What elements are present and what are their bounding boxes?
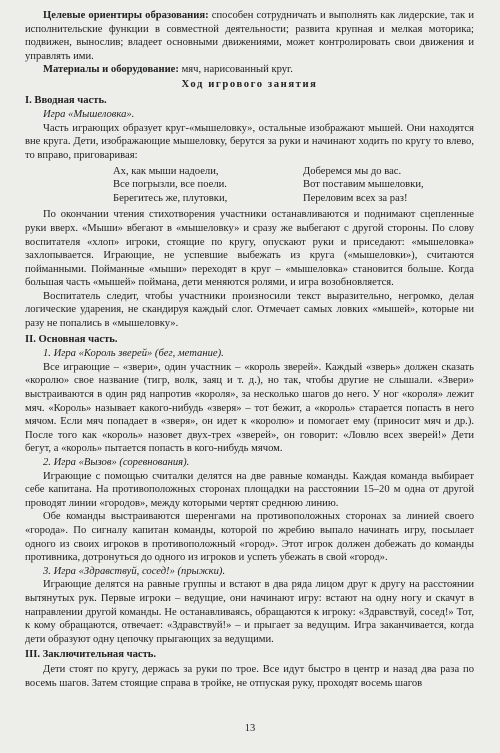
section-heading-main: II. Основная часть. bbox=[25, 333, 118, 345]
goals-text: способен сотрудничать и выполнять как лидерские, так и исполнительские функции в совместной деятельности; развита крупная и мелкая моторика; подвижен, вынослив; владеет основными движениями, может контролировать свои движения и управлять ими. bbox=[25, 10, 474, 62]
poem-line: Берегитесь же, плутовки, bbox=[113, 192, 228, 204]
page-number: 13 bbox=[244, 723, 256, 734]
paragraph: Все играющие – «звери», один участник – «король зверей». Каждый «зверь» должен сказать «королю» свое название (тигр, волк, заяц и т. д.), но так, чтобы другие не слышали. «Звери» выстраиваются в один ряд напротив «короля», за несколько шагов до него. У ног «короля» лежит мяч. «Король» называет какого-нибудь «зверя» – тот бежит, а «король» старается попасть в него мячом. Если мяч попадает в «зверя», он идет к «королю» и помогает ему (приносит мяч и др.). После того как «король» назовет двух-трех «зверей», он говорит: «Ловлю всех зверей!» Дети бегут, а «король» пытается попасть в кого-нибудь мячом. bbox=[25, 361, 474, 455]
game-title-challenge: 2. Игра «Вызов» (соревнования). bbox=[43, 457, 190, 468]
poem-line: Доберемся мы до вас. bbox=[303, 165, 402, 177]
paragraph: Воспитатель следит, чтобы участники произносили текст выразительно, негромко, делая логические ударения, не скандируя каждый слог. Отмечает самых ловких «мышей», которые ни разу не попались в «мышеловку». bbox=[25, 290, 474, 330]
poem-line: Ах, как мыши надоели, bbox=[113, 165, 219, 177]
section-heading-intro: I. Вводная часть. bbox=[25, 94, 107, 106]
goals-paragraph bbox=[25, 9, 474, 63]
game-title-king: 1. Игра «Король зверей» (бег, метание). bbox=[43, 348, 224, 360]
poem-line: Переловим всех за раз! bbox=[303, 192, 408, 204]
poem-line: Все погрызли, все поели. bbox=[113, 179, 227, 191]
paragraph: Обе команды выстраиваются шеренгами на противоположных сторонах за линией своего «города». По сигналу капитан команды, которой по жребию выпало начинать игру, посылает одного из своих игроков в противоположный «город». Этот игрок должен добежать до команды противника, дотронуться до одного из игроков и успеть убежать в свой «город». bbox=[25, 511, 474, 564]
goals-label: Целевые ориентиры образования: bbox=[43, 10, 209, 21]
poem-line: Вот поставим мышеловки, bbox=[303, 179, 424, 191]
section-heading-final: III. Заключительная часть. bbox=[25, 649, 157, 661]
paragraph: Играющие с помощью считалки делятся на две равные команды. Каждая команда выбирает себе капитана. На противоположных сторонах площадки на расстоянии 15–20 м одна от другой проводят линии «городов», между которыми чертят среднюю линию. bbox=[25, 470, 474, 509]
paragraph: Дети стоят по кругу, держась за руки по трое. Все идут быстро в центр и назад два раза по восемь шагов. Затем стоящие справа в тройке, не отпуская руку, проходят восемь шагов bbox=[25, 663, 474, 689]
page-title: Ход игрового занятия bbox=[181, 78, 318, 90]
paragraph: По окончании чтения стихотворения участники останавливаются и поднимают сцепленные руки вверх. «Мыши» вбегают в «мышеловку» и сразу же выбегают с другой стороны. По слову воспитателя «хлоп» игроки, стоящие по кругу, опускают руки и приседают: «мышеловка» захлопывается. Играющие, не успевшие выбежать из круга («мышеловки»), считаются пойманными. Пойманные «мыши» переходят в круг – «мышеловка» становится больше. Когда большая часть «мышей» поймана, дети меняются ролями, и игра возобновляется. bbox=[25, 209, 474, 289]
poem bbox=[113, 165, 474, 206]
game-title-neighbor: 3. Игра «Здравствуй, сосед!» (прыжки). bbox=[43, 565, 226, 577]
materials-paragraph bbox=[25, 63, 474, 77]
paragraph: Играющие делятся на равные группы и встают в два ряда лицом друг к другу на расстоянии вытянутых рук. Первые игроки – ведущие, они начинают игру: встают на одну ногу и скачут в направлении другой команды. Не останавливаясь, обращаются к игроку: «Здравствуй, сосед!» Тот, к кому обращаются, отвечает: «Здравствуй!» – и прыгает за ведущим. Игра заканчивается, когда дети образуют одну цепочку прыгающих за ведущими. bbox=[25, 579, 474, 645]
paragraph: Часть играющих образует круг-«мышеловку», остальные изображают мышей. Они находятся вне круга. Дети, изображающие мышеловку, берутся за руки и начинают ходить по кругу то влево, то вправо, приговаривая: bbox=[25, 122, 474, 161]
materials-label: Материалы и оборудование: bbox=[43, 64, 179, 76]
materials-text: мяч, нарисованный круг. bbox=[178, 64, 293, 76]
game-title-mousetrap: Игра «Мышеловка». bbox=[43, 109, 135, 121]
